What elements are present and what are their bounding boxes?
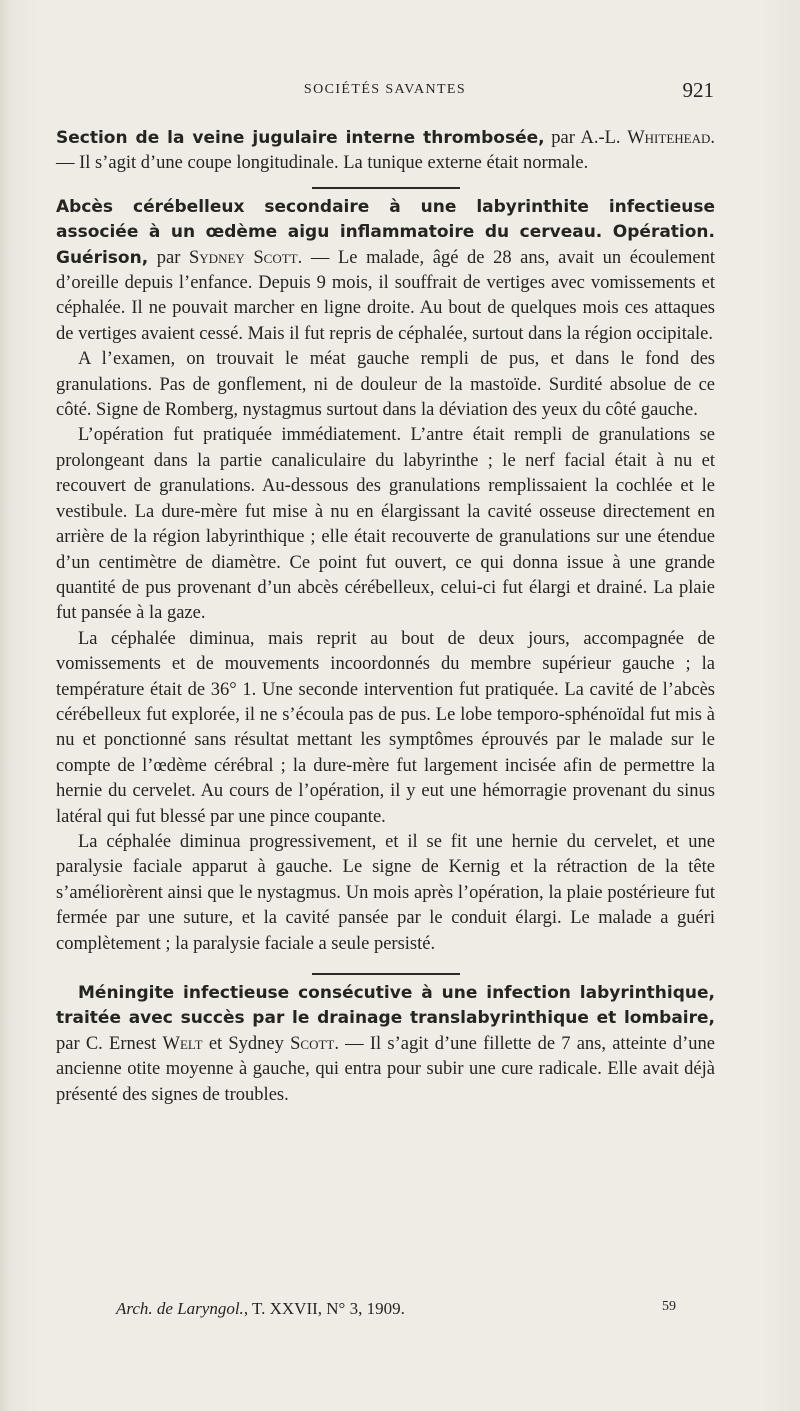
journal-name: Arch. de Laryngol. [116, 1299, 244, 1318]
article-text: . — Il s’agit d’une fillette de 7 ans, atteinte d’une ancienne otite moyenne à gauche, qui entra pour subir une cure radicale. Elle avait déjà présenté des signes de troubles. [56, 1033, 715, 1105]
paragraph: L’opération fut pratiquée immédiatement. L’antre était rempli de granulations se prolongeant dans la partie canaliculaire du labyrinthe ; le nerf facial était à nu et recouvert de granulations. Au-dessous des granulations remplissaient la cochlée et le vestibule. La dure-mère fut mise à nu en élargissant la cavité osseuse directement en arrière de la région labyrinthique ; elle était recouverte de granulations sur une étendue d’un centimètre de diamètre. Ce point fut ouvert, ce qui donna issue à une grande quantité de pus provenant d’un abcès cérébelleux, celui-ci fut élargi et drainé. La plaie fut pansée à la gaze. [56, 425, 715, 624]
running-head: SOCIÉTÉS SAVANTES [303, 82, 467, 97]
signature-mark: 59 [662, 1299, 676, 1314]
article-scott [56, 195, 715, 347]
article-byline: par [156, 247, 181, 268]
author-name: Scott [290, 1033, 335, 1054]
journal-volume: , T. XXVII, N° 3, 1909. [243, 1299, 405, 1318]
text-column [56, 126, 715, 1108]
page-number: 921 [682, 78, 714, 102]
section-divider [312, 973, 460, 975]
article-byline: par A.-L. [551, 128, 621, 148]
article-title: Section de la veine jugulaire interne thrombosée, [56, 128, 545, 148]
author-name: Sydney Scott [189, 247, 298, 268]
article-byline: et Sydney [208, 1033, 284, 1054]
author-name: Welt [162, 1033, 203, 1054]
journal-reference [116, 1299, 405, 1318]
paragraph: La céphalée diminua, mais reprit au bout de deux jours, accompagnée de vomissements et de mouvements incoordonnés du membre supérieur gauche ; la température était de 36° 1. Une seconde intervention fut pratiquée. La cavité de l’abcès cérébelleux fut explorée, il ne s’écoula pas de pus. Le lobe temporo-sphénoïdal fut mis à nu et ponctionné sans résultat mettant les symptômes éprouvés par le malade sur le compte de l’œdème cérébral ; la dure-mère fut largement incisée afin de permettre la hernie du cervelet. Au cours de l’opération, il y eut une hémorragie provenant du sinus latéral qui fut blessé par une pince coupante. [56, 628, 715, 827]
page-footer [116, 1299, 676, 1319]
paragraph: La céphalée diminua progressivement, et il se fit une hernie du cervelet, et une paralysie faciale apparut à gauche. Le signe de Kernig et la rétraction de la tête s’améliorèrent ainsi que le nystagmus. Un mois après l’opération, la plaie postérieure fut fermée par une suture, et la cavité pansée par le conduit élargi. Le malade a guéri complètement ; la paralysie faciale a seule persisté. [56, 831, 715, 954]
article-title: Abcès cérébelleux secondaire à une labyrinthite infectieuse associée à un œdème aigu inflammatoire du cerveau. Opération. Guérison, [56, 196, 715, 268]
article-byline: par C. Ernest [56, 1033, 157, 1054]
article-title: Méningite infectieuse consécutive à une infection labyrinthique, traitée avec succès par le drainage translabyrinthique et lombaire, [56, 983, 715, 1029]
article-text: . — Il s’agit d’une coupe longitudinale. La tunique externe était normale. [56, 128, 715, 174]
author-name: Whitehead [627, 128, 711, 148]
section-divider [312, 187, 460, 189]
page-header [56, 78, 714, 104]
article-welt-scott [56, 981, 715, 1108]
paragraph: A l’examen, on trouvait le méat gauche rempli de pus, et dans le fond des granulations. Pas de gonflement, ni de douleur de la mastoïde. Surdité absolue de ce côté. Signe de Romberg, nystagmus surtout dans la déviation des yeux du côté gauche. [56, 349, 715, 421]
article-text: . — Le malade, âgé de 28 ans, avait un écoulement d’oreille depuis l’enfance. Depuis 9 mois, il souffrait de vertiges avec vomissements et céphalée. Il ne pouvait marcher en ligne droite. Au bout de quelques mois ces attaques de vertiges avaient cessé. Mais il fut repris de céphalée, surtout dans la région occipitale. [56, 247, 716, 344]
article-whitehead [56, 126, 715, 177]
